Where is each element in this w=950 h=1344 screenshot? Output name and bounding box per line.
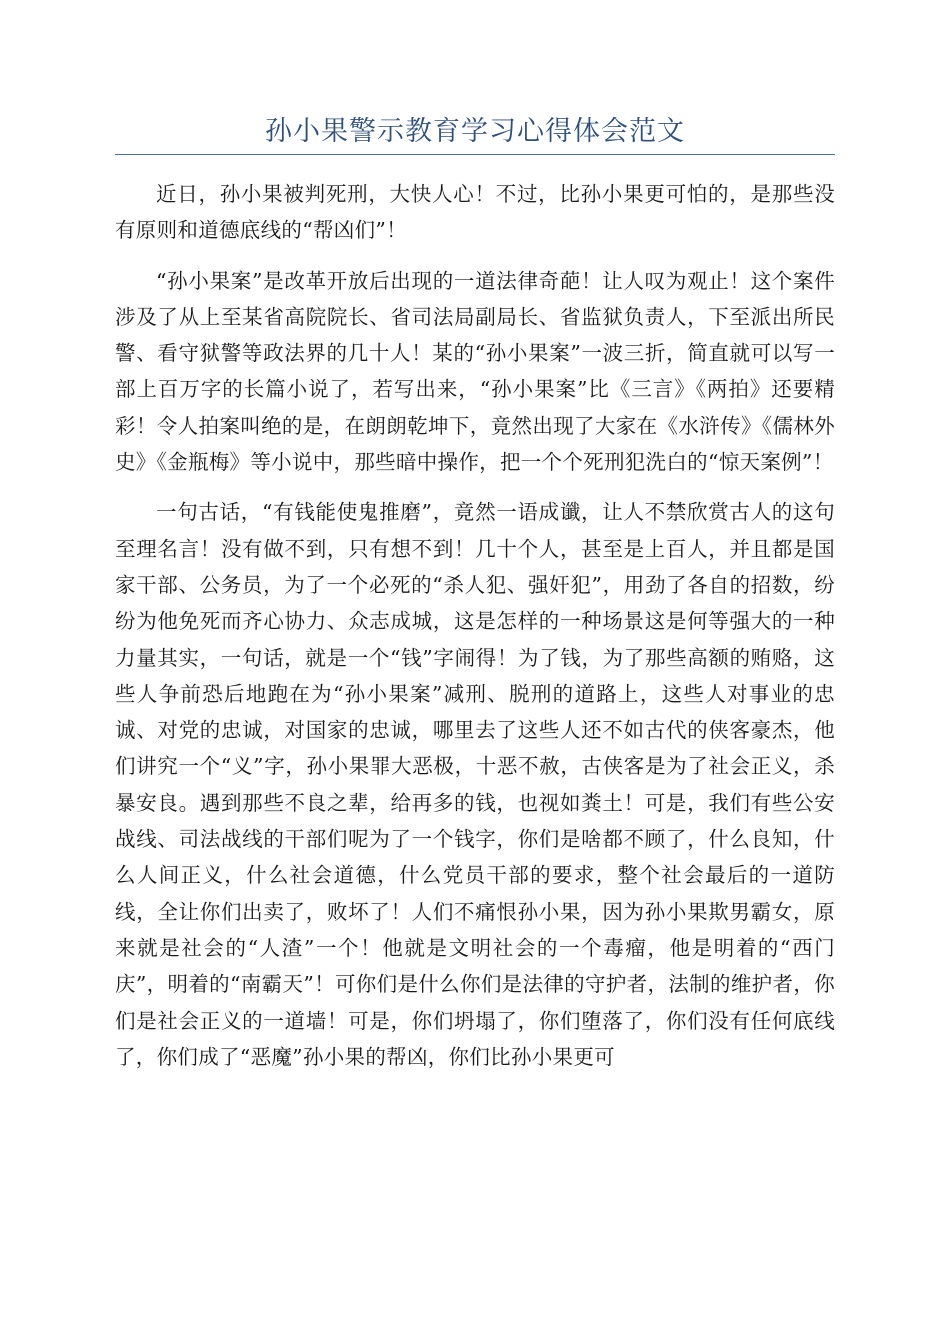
title-underline — [115, 154, 835, 155]
paragraph-2: “孙小果案”是改革开放后出现的一道法律奇葩！让人叹为观止！这个案件涉及了从上至某省高院院长、省司法局副局长、省监狱负责人，下至派出所民警、看守狱警等政法界的几十人！某的“孙小果案”一波三折，简直就可以写一部上百万字的长篇小说了，若写出来，“孙小果案”比《三言》《两拍》还要精彩！令人拍案叫绝的是，在朗朗乾坤下，竟然出现了大家在《水浒传》《儒林外史》《金瓶梅》等小说中，那些暗中操作，把一个个死刑犯洗白的“惊天案例”！ — [115, 268, 835, 475]
paragraph-3: 一句古话，“有钱能使鬼推磨”，竟然一语成谶，让人不禁欣赏古人的这句至理名言！没有做不到，只有想不到！几十个人，甚至是上百人，并且都是国家干部、公务员，为了一个必死的“杀人犯、强奸犯”，用劲了各自的招数，纷纷为他免死而齐心协力、众志成城，这是怎样的一种场景这是何等强大的一种力量其实，一句话，就是一个“钱”字闹得！为了钱，为了那些高额的贿赂，这些人争前恐后地跑在为“孙小果案”减刑、脱刑的道路上，这些人对事业的忠诚、对党的忠诚，对国家的忠诚，哪里去了这些人还不如古代的侠客豪杰，他们讲究一个“义”字，孙小果罪大恶极，十恶不赦，古侠客是为了社会正义，杀暴安良。遇到那些不良之辈，给再多的钱，也视如粪土！可是，我们有些公安战线、司法战线的干部们呢为了一个钱字，你们是啥都不顾了，什么良知，什么人间正义，什么社会道德，什么党员干部的要求，整个社会最后的一道防线，全让你们出卖了，败坏了！人们不痛恨孙小果，因为孙小果欺男霸女，原来就是社会的“人渣”一个！他就是文明社会的一个毒瘤，他是明着的“西门庆”，明着的“南霸天”！可你们是什么你们是法律的守护者，法制的维护者，你们是社会正义的一道墙！可是，你们坍塌了，你们堕落了，你们没有任何底线了，你们成了“恶魔”孙小果的帮凶，你们比孙小果更可 — [115, 500, 835, 1069]
document-title: 孙小果警示教育学习心得体会范文 — [265, 116, 685, 147]
paragraph-1: 近日，孙小果被判死刑，大快人心！不过，比孙小果更可怕的，是那些没有原则和道德底线的“帮凶们”！ — [115, 182, 835, 243]
document-body — [115, 176, 835, 1089]
